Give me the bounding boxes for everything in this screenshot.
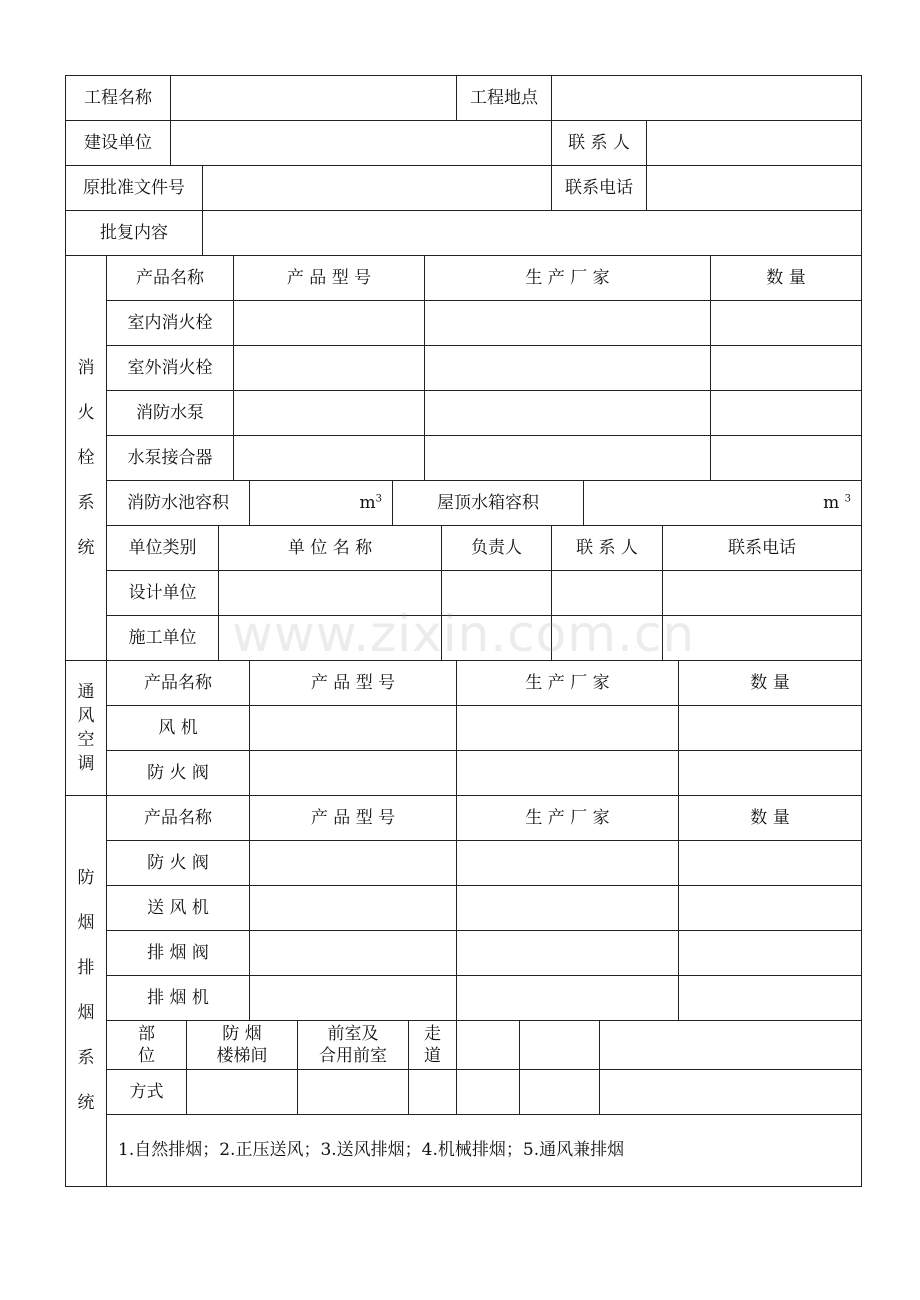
method-legend: 1.自然排烟；2.正压送风；3.送风排烟；4.机械排烟；5.通风兼排烟 bbox=[106, 1114, 862, 1187]
hydrant-row-pump-model[interactable] bbox=[233, 390, 425, 436]
smoke-row-exhaust-fan-qty[interactable] bbox=[678, 975, 862, 1021]
hydrant-row-adapter-model[interactable] bbox=[233, 435, 425, 481]
approval-doc-label: 原批准文件号 bbox=[65, 165, 203, 211]
method-front-room[interactable] bbox=[297, 1069, 409, 1115]
approval-doc-field[interactable] bbox=[202, 165, 552, 211]
method-label: 方式 bbox=[106, 1069, 187, 1115]
smoke-row-exhaust-valve-model[interactable] bbox=[249, 930, 457, 976]
construction-unit-leader[interactable] bbox=[441, 615, 552, 661]
smoke-row-exhaust-valve-maker[interactable] bbox=[456, 930, 679, 976]
smoke-row-fire-damper: 防 火 阀 bbox=[106, 840, 250, 886]
watermark: www.zixin.com.cn bbox=[232, 605, 696, 663]
hvac-col-model: 产 品 型 号 bbox=[249, 660, 457, 706]
construction-unit-label: 施工单位 bbox=[106, 615, 219, 661]
method-extra-3[interactable] bbox=[599, 1069, 862, 1115]
hvac-col-maker: 生 产 厂 家 bbox=[456, 660, 679, 706]
hydrant-row-pump-maker[interactable] bbox=[424, 390, 711, 436]
corridor-label: 走 道 bbox=[408, 1020, 457, 1070]
design-unit-leader[interactable] bbox=[441, 570, 552, 616]
design-unit-contact[interactable] bbox=[551, 570, 663, 616]
smoke-col-qty: 数 量 bbox=[678, 795, 862, 841]
smoke-row-exhaust-fan: 排 烟 机 bbox=[106, 975, 250, 1021]
hvac-row-fan-model[interactable] bbox=[249, 705, 457, 751]
contact-label: 联 系 人 bbox=[551, 120, 647, 166]
pool-volume-field[interactable] bbox=[249, 480, 393, 526]
method-extra-2[interactable] bbox=[519, 1069, 600, 1115]
part-label: 部 位 bbox=[106, 1020, 187, 1070]
smoke-section-label: 防 烟 排 烟 系 统 bbox=[65, 795, 107, 1187]
hydrant-row-adapter-qty[interactable] bbox=[710, 435, 862, 481]
hvac-row-damper-maker[interactable] bbox=[456, 750, 679, 796]
method-stairwell[interactable] bbox=[186, 1069, 298, 1115]
hydrant-row-adapter-maker[interactable] bbox=[424, 435, 711, 481]
unit-col-phone: 联系电话 bbox=[662, 525, 862, 571]
pool-volume-label: 消防水池容积 bbox=[106, 480, 250, 526]
smoke-col-name: 产品名称 bbox=[106, 795, 250, 841]
smoke-row-fire-damper-model[interactable] bbox=[249, 840, 457, 886]
phone-label: 联系电话 bbox=[551, 165, 647, 211]
project-location-label: 工程地点 bbox=[456, 75, 552, 121]
smoke-row-exhaust-fan-model[interactable] bbox=[249, 975, 457, 1021]
hydrant-row-outdoor-maker[interactable] bbox=[424, 345, 711, 391]
fire-facility-form bbox=[65, 75, 862, 1187]
hvac-row-fan-maker[interactable] bbox=[456, 705, 679, 751]
hydrant-row-indoor-qty[interactable] bbox=[710, 300, 862, 346]
smoke-row-fire-damper-qty[interactable] bbox=[678, 840, 862, 886]
unit-col-leader: 负责人 bbox=[441, 525, 552, 571]
hydrant-row-indoor-maker[interactable] bbox=[424, 300, 711, 346]
pool-unit: $m^3$ bbox=[359, 492, 382, 513]
hydrant-row-indoor-model[interactable] bbox=[233, 300, 425, 346]
construction-unit-name[interactable] bbox=[218, 615, 442, 661]
approval-content-field[interactable] bbox=[202, 210, 862, 256]
design-unit-phone[interactable] bbox=[662, 570, 862, 616]
builder-field[interactable] bbox=[170, 120, 552, 166]
part-extra-3[interactable] bbox=[599, 1020, 862, 1070]
construction-unit-phone[interactable] bbox=[662, 615, 862, 661]
method-extra-1[interactable] bbox=[456, 1069, 520, 1115]
hvac-col-qty: 数 量 bbox=[678, 660, 862, 706]
design-unit-label: 设计单位 bbox=[106, 570, 219, 616]
hydrant-col-maker: 生 产 厂 家 bbox=[424, 255, 711, 301]
tank-unit: m $^3$ bbox=[823, 492, 851, 513]
builder-label: 建设单位 bbox=[65, 120, 171, 166]
smoke-row-exhaust-valve-qty[interactable] bbox=[678, 930, 862, 976]
hvac-row-damper: 防 火 阀 bbox=[106, 750, 250, 796]
project-location-field[interactable] bbox=[551, 75, 862, 121]
hydrant-section-label: 消 火 栓 系 统 bbox=[65, 255, 107, 661]
method-corridor[interactable] bbox=[408, 1069, 457, 1115]
unit-col-type: 单位类别 bbox=[106, 525, 219, 571]
hvac-section-label: 通 风 空 调 bbox=[65, 660, 107, 796]
smoke-row-supply-fan-maker[interactable] bbox=[456, 885, 679, 931]
hvac-row-damper-model[interactable] bbox=[249, 750, 457, 796]
project-name-field[interactable] bbox=[170, 75, 457, 121]
smoke-row-exhaust-fan-maker[interactable] bbox=[456, 975, 679, 1021]
construction-unit-contact[interactable] bbox=[551, 615, 663, 661]
hydrant-col-model: 产 品 型 号 bbox=[233, 255, 425, 301]
hydrant-row-outdoor-qty[interactable] bbox=[710, 345, 862, 391]
hydrant-col-qty: 数 量 bbox=[710, 255, 862, 301]
hydrant-row-pump-qty[interactable] bbox=[710, 390, 862, 436]
tank-volume-field[interactable] bbox=[583, 480, 862, 526]
tank-volume-label: 屋顶水箱容积 bbox=[392, 480, 584, 526]
contact-field[interactable] bbox=[646, 120, 862, 166]
stairwell-label: 防 烟 楼梯间 bbox=[186, 1020, 298, 1070]
hydrant-col-name: 产品名称 bbox=[106, 255, 234, 301]
design-unit-name[interactable] bbox=[218, 570, 442, 616]
part-extra-1[interactable] bbox=[456, 1020, 520, 1070]
front-room-label: 前室及 合用前室 bbox=[297, 1020, 409, 1070]
hydrant-row-outdoor-model[interactable] bbox=[233, 345, 425, 391]
hydrant-row-pump: 消防水泵 bbox=[106, 390, 234, 436]
unit-col-name: 单 位 名 称 bbox=[218, 525, 442, 571]
hvac-row-fan: 风 机 bbox=[106, 705, 250, 751]
phone-field[interactable] bbox=[646, 165, 862, 211]
smoke-col-model: 产 品 型 号 bbox=[249, 795, 457, 841]
smoke-row-fire-damper-maker[interactable] bbox=[456, 840, 679, 886]
smoke-row-supply-fan-qty[interactable] bbox=[678, 885, 862, 931]
project-name-label: 工程名称 bbox=[65, 75, 171, 121]
hvac-row-fan-qty[interactable] bbox=[678, 705, 862, 751]
hydrant-row-indoor: 室内消火栓 bbox=[106, 300, 234, 346]
hydrant-row-adapter: 水泵接合器 bbox=[106, 435, 234, 481]
part-extra-2[interactable] bbox=[519, 1020, 600, 1070]
smoke-row-exhaust-valve: 排 烟 阀 bbox=[106, 930, 250, 976]
hvac-row-damper-qty[interactable] bbox=[678, 750, 862, 796]
hvac-col-name: 产品名称 bbox=[106, 660, 250, 706]
unit-col-contact: 联 系 人 bbox=[551, 525, 663, 571]
smoke-row-supply-fan: 送 风 机 bbox=[106, 885, 250, 931]
approval-content-label: 批复内容 bbox=[65, 210, 203, 256]
smoke-col-maker: 生 产 厂 家 bbox=[456, 795, 679, 841]
smoke-row-supply-fan-model[interactable] bbox=[249, 885, 457, 931]
hydrant-row-outdoor: 室外消火栓 bbox=[106, 345, 234, 391]
